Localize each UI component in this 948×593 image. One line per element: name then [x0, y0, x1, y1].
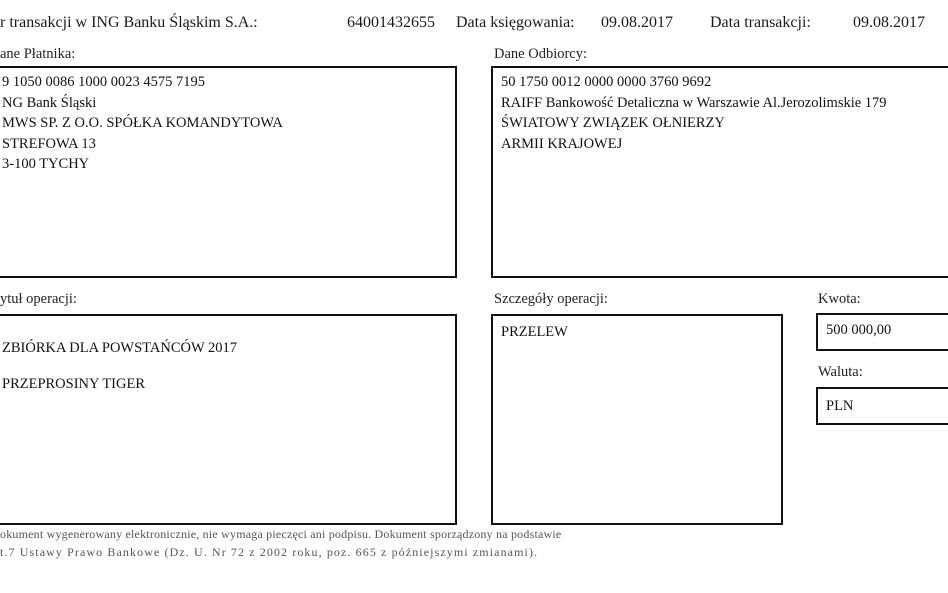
payer-box: [0, 66, 457, 278]
recipient-box: [491, 66, 948, 278]
currency-box: [816, 387, 948, 425]
posting-date: 09.08.2017: [601, 14, 673, 31]
details-value: PRZELEW: [501, 324, 568, 340]
currency-value: PLN: [826, 398, 854, 414]
amount-box: [816, 313, 948, 351]
payer-street: STREFOWA 13: [2, 136, 96, 152]
title-label: ytuł operacji:: [0, 291, 77, 307]
recipient-account: 50 1750 0012 0000 0000 3760 9692: [501, 74, 712, 90]
payer-label: ane Płatnika:: [0, 46, 76, 62]
transaction-number-label: r transakcji w ING Banku Śląskim S.A.:: [0, 14, 258, 31]
recipient-name-line2: ARMII KRAJOWEJ: [501, 136, 623, 152]
title-line2: PRZEPROSINY TIGER: [2, 376, 146, 392]
currency-label: Waluta:: [818, 364, 863, 380]
posting-date-label: Data księgowania:: [456, 14, 575, 31]
recipient-name-line1: ŚWIATOWY ZWIĄZEK OŁNIERZY: [501, 115, 725, 131]
details-box: [491, 314, 783, 525]
transaction-date-label: Data transakcji:: [710, 14, 811, 31]
title-box: [0, 314, 457, 525]
recipient-bank: RAIFF Bankowość Detaliczna w Warszawie Al.Jerozolimskie 179: [501, 95, 887, 111]
footer-note-line1: okument wygenerowany elektronicznie, nie wymaga pieczęci ani podpisu. Dokument sporządzony na podstawie: [0, 527, 562, 541]
amount-label: Kwota:: [818, 291, 861, 307]
footer-note-line2: t.7 Ustawy Prawo Bankowe (Dz. U. Nr 72 z 2002 roku, poz. 665 z późniejszymi zmianami).: [0, 545, 539, 559]
amount-value: 500 000,00: [826, 322, 892, 338]
title-line1: ZBIÓRKA DLA POWSTAŃCÓW 2017: [2, 340, 238, 356]
recipient-label: Dane Odbiorcy:: [494, 46, 588, 62]
payer-bank: NG Bank Śląski: [2, 95, 97, 111]
transaction-number: 64001432655: [347, 14, 435, 31]
details-label: Szczegóły operacji:: [494, 291, 608, 307]
payer-city: 3-100 TYCHY: [2, 156, 90, 172]
payer-account: 9 1050 0086 1000 0023 4575 7195: [2, 74, 205, 90]
transaction-date: 09.08.2017: [853, 14, 925, 31]
payer-name: MWS SP. Z O.O. SPÓŁKA KOMANDYTOWA: [2, 115, 283, 131]
